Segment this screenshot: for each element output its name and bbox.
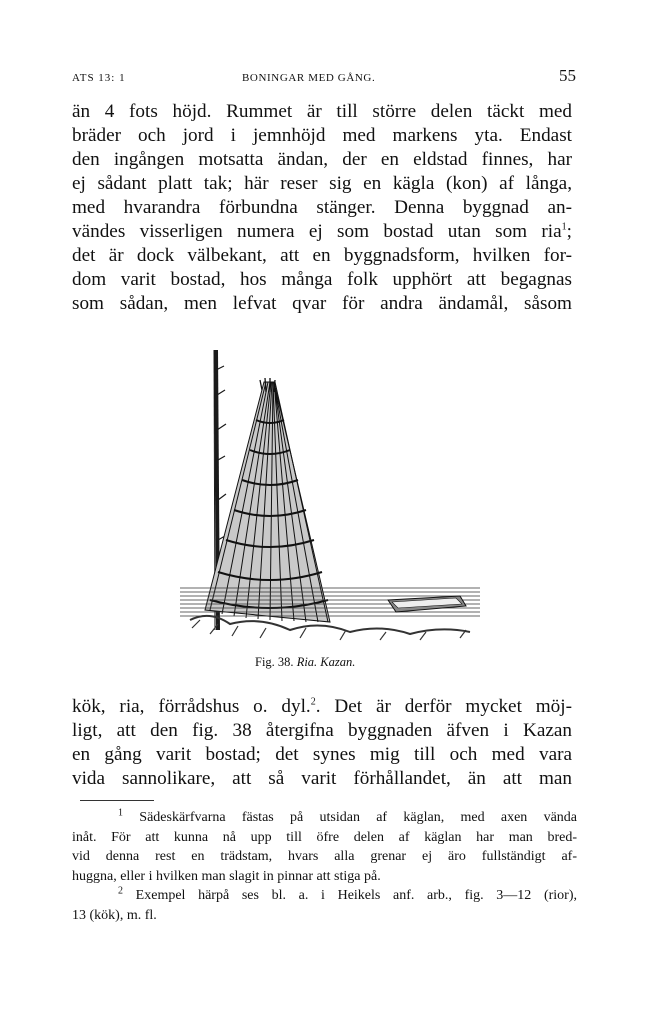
text-line: det är dock välbekant, att en byggnadsform, hvilken for- (72, 245, 572, 266)
text-line: bräder och jord i jemnhöjd med markens yta. Endast (72, 125, 572, 146)
text-line (72, 695, 572, 719)
footnote-2-line: 13 (kök), m. fl. (72, 907, 157, 923)
text-line-content: kök, ria, förrådshus o. dyl. (72, 696, 311, 717)
footnote-2-line (72, 886, 577, 906)
paragraph-2 (72, 695, 572, 791)
text-line: dom varit bostad, hos många folk upphört att begagnas (72, 269, 572, 290)
paragraph-1 (72, 100, 572, 316)
text-line-tail: ; (566, 221, 572, 242)
caption-label: Fig. 38. (255, 655, 294, 669)
ground (180, 588, 480, 640)
text-line-tail: . Det är derför mycket möj- (315, 696, 572, 717)
text-line-content: vändes visserligen numera ej som bostad utan som ria (72, 221, 562, 242)
footnote-divider (80, 800, 154, 801)
text-line (72, 220, 572, 244)
page-number: 55 (559, 66, 576, 85)
conical-ria (205, 378, 330, 622)
text-line: med hvarandra förbundna stänger. Denna byggnad an- (72, 197, 572, 218)
footnote-1-line (72, 808, 577, 828)
text-line: ligt, att den fig. 38 återgifna byggnaden äfven i Kazan (72, 720, 572, 741)
footnote-ref-1: 1 (561, 221, 567, 233)
footnote-1-line: inåt. För att kunna nå upp till öfre delen af käglan har man bred- (72, 829, 577, 845)
text-line: än 4 fots höjd. Rummet är till större delen täckt med (72, 101, 572, 122)
text-line: den ingången motsatta ändan, der en eldstad finnes, har (72, 149, 572, 170)
footnote-marker-2: 2 (118, 885, 123, 897)
footnote-marker-1: 1 (118, 807, 123, 819)
figure-ria-illustration (170, 340, 490, 650)
running-header (72, 66, 576, 88)
footnote-text: Sädeskärfvarna fästas på utsidan af käglan, med axen vända (139, 810, 577, 825)
text-line: ej sådant platt tak; här reser sig en kägla (kon) af långa, (72, 173, 572, 194)
text-line: en gång varit bostad; det synes mig till och med vara (72, 744, 572, 765)
footnotes (72, 808, 577, 925)
footnote-ref-2: 2 (310, 696, 316, 708)
text-line: vida sannolikare, att så varit förhållandet, än att man (72, 768, 572, 789)
text-line: som sådan, men lefvat qvar för andra ändamål, såsom (72, 293, 572, 314)
footnote-1-line: huggna, eller i hvilken man slagit in pinnar att stiga på. (72, 868, 381, 884)
footnote-1-line: vid denna rest en trädstam, hvars alla grenar ej äro fullständigt af- (72, 849, 577, 864)
header-signature: ATS 13: 1 (72, 72, 126, 84)
header-title: BONINGAR MED GÅNG. (242, 72, 376, 84)
footnote-text: Exempel härpå ses bl. a. i Heikels anf. arb., fig. 3—12 (rior), (135, 888, 578, 903)
caption-title: Ria. Kazan. (296, 655, 356, 669)
flat-roof-pit (388, 596, 466, 612)
figure-caption (255, 655, 355, 670)
